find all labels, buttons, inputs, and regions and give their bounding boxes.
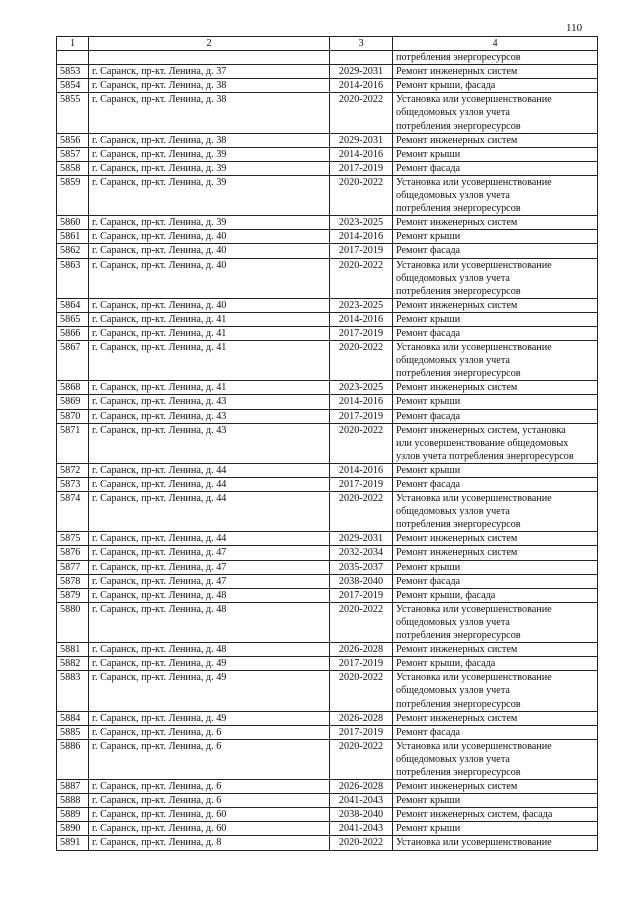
cell-address: г. Саранск, пр-кт. Ленина, д. 40 (89, 258, 330, 298)
cell-period: 2029-2031 (330, 133, 393, 147)
cell-work (393, 808, 598, 822)
cell-address: г. Саранск, пр-кт. Ленина, д. 6 (89, 780, 330, 794)
cell-period: 2020-2022 (330, 175, 393, 215)
cell-period: 2017-2019 (330, 478, 393, 492)
cell-period: 2017-2019 (330, 409, 393, 423)
cell-number: 5881 (57, 643, 89, 657)
table-row (57, 463, 598, 477)
cell-period: 2035-2037 (330, 560, 393, 574)
table-row (57, 574, 598, 588)
table-row (57, 492, 598, 532)
table-row (57, 588, 598, 602)
work-line: узлов учета потребления энергоресурсов (396, 450, 574, 462)
table-row (57, 326, 598, 340)
cell-address: г. Саранск, пр-кт. Ленина, д. 39 (89, 147, 330, 161)
table-row (57, 794, 598, 808)
cell-period: 2014-2016 (330, 395, 393, 409)
cell-number: 5872 (57, 463, 89, 477)
table-body (57, 51, 598, 850)
work-line: Ремонт фасада (396, 726, 461, 738)
cell-number: 5857 (57, 147, 89, 161)
header-col-4: 4 (393, 37, 598, 51)
table-row (57, 602, 598, 642)
cell-period: 2014-2016 (330, 230, 393, 244)
cell-address: г. Саранск, пр-кт. Ленина, д. 40 (89, 298, 330, 312)
work-line: общедомовых узлов учета (396, 685, 510, 697)
cell-period (330, 51, 393, 65)
cell-period: 2017-2019 (330, 588, 393, 602)
cell-address (89, 51, 330, 65)
cell-work (393, 560, 598, 574)
cell-work (393, 423, 598, 463)
cell-period: 2014-2016 (330, 312, 393, 326)
cell-number: 5866 (57, 326, 89, 340)
cell-address: г. Саранск, пр-кт. Ленина, д. 6 (89, 725, 330, 739)
work-line: Ремонт фасада (396, 327, 461, 339)
cell-work (393, 478, 598, 492)
table-row (57, 298, 598, 312)
work-line: потребления энергоресурсов (396, 766, 521, 778)
continuation-row (57, 51, 598, 65)
cell-address: г. Саранск, пр-кт. Ленина, д. 6 (89, 739, 330, 779)
work-line: Ремонт крыши (396, 464, 461, 476)
work-line: общедомовых узлов учета (396, 190, 510, 202)
work-line: Ремонт инженерных систем (396, 134, 518, 146)
work-line: Установка или усовершенствование (396, 94, 552, 106)
cell-work (393, 492, 598, 532)
cell-work (393, 161, 598, 175)
cell-address: г. Саранск, пр-кт. Ленина, д. 41 (89, 312, 330, 326)
work-line: потребления энергоресурсов (396, 698, 521, 710)
cell-work (393, 133, 598, 147)
work-line: Ремонт крыши (396, 823, 461, 835)
cell-number: 5882 (57, 657, 89, 671)
cell-address: г. Саранск, пр-кт. Ленина, д. 8 (89, 836, 330, 850)
cell-number: 5889 (57, 808, 89, 822)
work-line: или усовершенствование общедомовых (396, 437, 569, 449)
work-line: Ремонт фасада (396, 479, 461, 490)
cell-number: 5885 (57, 725, 89, 739)
cell-period: 2020-2022 (330, 602, 393, 642)
cell-period: 2020-2022 (330, 836, 393, 850)
work-line: Ремонт инженерных систем, фасада (396, 809, 553, 821)
cell-work (393, 463, 598, 477)
work-line: Установка или усовершенствование (396, 672, 552, 684)
cell-number: 5854 (57, 79, 89, 93)
cell-work (393, 258, 598, 298)
cell-work (393, 671, 598, 711)
cell-period: 2020-2022 (330, 93, 393, 133)
cell-number: 5890 (57, 822, 89, 836)
cell-period: 2041-2043 (330, 794, 393, 808)
cell-work (393, 588, 598, 602)
cell-number: 5873 (57, 478, 89, 492)
cell-period: 2023-2025 (330, 381, 393, 395)
work-line: Ремонт фасада (396, 245, 461, 257)
cell-period: 2029-2031 (330, 65, 393, 79)
repair-schedule-table (56, 36, 598, 851)
cell-work (393, 395, 598, 409)
cell-period: 2038-2040 (330, 574, 393, 588)
table-row (57, 175, 598, 215)
cell-period: 2017-2019 (330, 725, 393, 739)
cell-work (393, 312, 598, 326)
work-line: Ремонт крыши (396, 231, 461, 243)
table-row (57, 478, 598, 492)
cell-work (393, 602, 598, 642)
cell-address: г. Саранск, пр-кт. Ленина, д. 43 (89, 409, 330, 423)
cell-work (393, 574, 598, 588)
table-row (57, 822, 598, 836)
table-row (57, 671, 598, 711)
continuation-text: потребления энергоресурсов (396, 52, 521, 64)
cell-number: 5859 (57, 175, 89, 215)
cell-address: г. Саранск, пр-кт. Ленина, д. 47 (89, 560, 330, 574)
table-row (57, 258, 598, 298)
header-col-1: 1 (57, 37, 89, 51)
cell-address: г. Саранск, пр-кт. Ленина, д. 39 (89, 216, 330, 230)
work-line: Установка или усовершенствование (396, 603, 552, 615)
work-line: общедомовых узлов учета (396, 272, 510, 284)
work-line: потребления энергоресурсов (396, 120, 521, 132)
cell-period: 2020-2022 (330, 341, 393, 381)
work-line: Ремонт крыши (396, 795, 461, 807)
table-row (57, 725, 598, 739)
cell-address: г. Саранск, пр-кт. Ленина, д. 38 (89, 93, 330, 133)
cell-address: г. Саранск, пр-кт. Ленина, д. 43 (89, 395, 330, 409)
cell-work (393, 93, 598, 133)
table-row (57, 560, 598, 574)
cell-number: 5870 (57, 409, 89, 423)
cell-number: 5875 (57, 532, 89, 546)
cell-number (57, 51, 89, 65)
work-line: Установка или усовершенствование (396, 259, 552, 271)
cell-period: 2023-2025 (330, 298, 393, 312)
cell-period: 2020-2022 (330, 423, 393, 463)
cell-address: г. Саранск, пр-кт. Ленина, д. 60 (89, 808, 330, 822)
cell-number: 5867 (57, 341, 89, 381)
cell-number: 5858 (57, 161, 89, 175)
work-line: Ремонт инженерных систем (396, 712, 518, 724)
cell-work (393, 298, 598, 312)
cell-number: 5856 (57, 133, 89, 147)
cell-number: 5891 (57, 836, 89, 850)
cell-address: г. Саранск, пр-кт. Ленина, д. 49 (89, 671, 330, 711)
cell-work (393, 780, 598, 794)
cell-address: г. Саранск, пр-кт. Ленина, д. 41 (89, 381, 330, 395)
cell-period: 2020-2022 (330, 739, 393, 779)
work-line: потребления энергоресурсов (396, 203, 521, 215)
cell-number: 5855 (57, 93, 89, 133)
table-row (57, 230, 598, 244)
cell-number: 5880 (57, 602, 89, 642)
work-line: потребления энергоресурсов (396, 519, 521, 531)
table-row (57, 161, 598, 175)
table-row (57, 341, 598, 381)
cell-work (393, 711, 598, 725)
cell-period: 2038-2040 (330, 808, 393, 822)
cell-number: 5871 (57, 423, 89, 463)
cell-period: 2014-2016 (330, 79, 393, 93)
work-line: Установка или усовершенствование (396, 342, 552, 354)
cell-work (393, 836, 598, 850)
cell-work (393, 230, 598, 244)
cell-address: г. Саранск, пр-кт. Ленина, д. 40 (89, 244, 330, 258)
work-line: Ремонт крыши, фасада (396, 80, 496, 92)
work-line: Установка или усовершенствование (396, 740, 552, 752)
cell-work (393, 381, 598, 395)
cell-address: г. Саранск, пр-кт. Ленина, д. 60 (89, 822, 330, 836)
cell-work (393, 643, 598, 657)
cell-period: 2017-2019 (330, 326, 393, 340)
header-col-2: 2 (89, 37, 330, 51)
cell-address: г. Саранск, пр-кт. Ленина, д. 44 (89, 492, 330, 532)
table-row (57, 836, 598, 850)
cell-number: 5874 (57, 492, 89, 532)
work-line: общедомовых узлов учета (396, 355, 510, 367)
work-line: Ремонт инженерных систем, установка (396, 424, 566, 436)
work-line: Ремонт инженерных систем (396, 547, 518, 559)
header-col-3: 3 (330, 37, 393, 51)
table-row (57, 546, 598, 560)
work-line: Установка или усовершенствование (396, 176, 552, 188)
table-row (57, 133, 598, 147)
work-line: Ремонт инженерных систем (396, 66, 518, 78)
cell-work (393, 546, 598, 560)
work-line: Ремонт инженерных систем (396, 781, 518, 793)
work-line: общедомовых узлов учета (396, 107, 510, 119)
work-line: Ремонт инженерных систем (396, 217, 518, 229)
page-number: 110 (566, 22, 583, 34)
cell-period: 2017-2019 (330, 161, 393, 175)
cell-number: 5884 (57, 711, 89, 725)
cell-work (393, 175, 598, 215)
cell-work (393, 532, 598, 546)
cell-work (393, 51, 598, 65)
cell-period: 2017-2019 (330, 244, 393, 258)
cell-period: 2014-2016 (330, 147, 393, 161)
cell-number: 5879 (57, 588, 89, 602)
cell-work (393, 341, 598, 381)
cell-address: г. Саранск, пр-кт. Ленина, д. 38 (89, 79, 330, 93)
cell-number: 5883 (57, 671, 89, 711)
work-line: Ремонт инженерных систем (396, 382, 518, 394)
cell-address: г. Саранск, пр-кт. Ленина, д. 44 (89, 463, 330, 477)
cell-address: г. Саранск, пр-кт. Ленина, д. 48 (89, 602, 330, 642)
work-line: Ремонт инженерных систем (396, 299, 518, 311)
cell-number: 5862 (57, 244, 89, 258)
cell-address: г. Саранск, пр-кт. Ленина, д. 49 (89, 711, 330, 725)
cell-period: 2041-2043 (330, 822, 393, 836)
cell-period: 2032-2034 (330, 546, 393, 560)
cell-address: г. Саранск, пр-кт. Ленина, д. 41 (89, 341, 330, 381)
table-row (57, 643, 598, 657)
cell-work (393, 79, 598, 93)
cell-address: г. Саранск, пр-кт. Ленина, д. 6 (89, 794, 330, 808)
work-line: общедомовых узлов учета (396, 753, 510, 765)
work-line: Ремонт крыши, фасада (396, 658, 496, 670)
table-row (57, 739, 598, 779)
cell-number: 5888 (57, 794, 89, 808)
table-row (57, 780, 598, 794)
work-line: Ремонт фасада (396, 410, 461, 422)
cell-period: 2029-2031 (330, 532, 393, 546)
cell-period: 2020-2022 (330, 258, 393, 298)
cell-work (393, 725, 598, 739)
table-row (57, 312, 598, 326)
cell-address: г. Саранск, пр-кт. Ленина, д. 38 (89, 133, 330, 147)
cell-work (393, 409, 598, 423)
table-row (57, 409, 598, 423)
cell-work (393, 65, 598, 79)
cell-work (393, 216, 598, 230)
cell-work (393, 739, 598, 779)
cell-address: г. Саранск, пр-кт. Ленина, д. 48 (89, 643, 330, 657)
cell-period: 2020-2022 (330, 492, 393, 532)
work-line: Ремонт крыши (396, 313, 461, 325)
cell-period: 2023-2025 (330, 216, 393, 230)
cell-work (393, 326, 598, 340)
cell-work (393, 794, 598, 808)
cell-number: 5876 (57, 546, 89, 560)
cell-work (393, 244, 598, 258)
cell-number: 5853 (57, 65, 89, 79)
cell-address: г. Саранск, пр-кт. Ленина, д. 40 (89, 230, 330, 244)
work-line: Ремонт крыши (396, 148, 461, 160)
cell-number: 5878 (57, 574, 89, 588)
table-row (57, 79, 598, 93)
table-row (57, 395, 598, 409)
work-line: Ремонт крыши, фасада (396, 589, 496, 601)
cell-address: г. Саранск, пр-кт. Ленина, д. 43 (89, 423, 330, 463)
cell-address: г. Саранск, пр-кт. Ленина, д. 44 (89, 532, 330, 546)
cell-address: г. Саранск, пр-кт. Ленина, д. 39 (89, 161, 330, 175)
table-row (57, 65, 598, 79)
cell-number: 5887 (57, 780, 89, 794)
work-line: общедомовых узлов учета (396, 506, 510, 518)
work-line: общедомовых узлов учета (396, 616, 510, 628)
cell-number: 5860 (57, 216, 89, 230)
cell-period: 2026-2028 (330, 780, 393, 794)
header-row (57, 37, 598, 51)
work-line: Ремонт крыши (396, 561, 461, 573)
cell-period: 2026-2028 (330, 711, 393, 725)
cell-number: 5861 (57, 230, 89, 244)
table-row (57, 244, 598, 258)
cell-address: г. Саранск, пр-кт. Ленина, д. 44 (89, 478, 330, 492)
cell-number: 5865 (57, 312, 89, 326)
cell-number: 5868 (57, 381, 89, 395)
table-row (57, 216, 598, 230)
table-row (57, 711, 598, 725)
work-line: Ремонт инженерных систем (396, 644, 518, 656)
table-row (57, 657, 598, 671)
work-line: потребления энергоресурсов (396, 285, 521, 297)
cell-number: 5886 (57, 739, 89, 779)
work-line: Ремонт фасада (396, 575, 461, 587)
cell-work (393, 657, 598, 671)
table-row (57, 381, 598, 395)
cell-address: г. Саранск, пр-кт. Ленина, д. 49 (89, 657, 330, 671)
cell-number: 5864 (57, 298, 89, 312)
work-line: Ремонт фасада (396, 162, 461, 174)
cell-period: 2014-2016 (330, 463, 393, 477)
work-line: Ремонт инженерных систем (396, 533, 518, 545)
cell-work (393, 147, 598, 161)
work-line: Установка или усовершенствование (396, 493, 552, 505)
cell-period: 2026-2028 (330, 643, 393, 657)
cell-address: г. Саранск, пр-кт. Ленина, д. 39 (89, 175, 330, 215)
cell-period: 2017-2019 (330, 657, 393, 671)
work-line: потребления энергоресурсов (396, 368, 521, 380)
table-row (57, 532, 598, 546)
table-row (57, 93, 598, 133)
table-row (57, 147, 598, 161)
cell-period: 2020-2022 (330, 671, 393, 711)
cell-address: г. Саранск, пр-кт. Ленина, д. 48 (89, 588, 330, 602)
cell-address: г. Саранск, пр-кт. Ленина, д. 47 (89, 574, 330, 588)
cell-number: 5863 (57, 258, 89, 298)
work-line: потребления энергоресурсов (396, 630, 521, 642)
cell-address: г. Саранск, пр-кт. Ленина, д. 47 (89, 546, 330, 560)
cell-address: г. Саранск, пр-кт. Ленина, д. 37 (89, 65, 330, 79)
cell-address: г. Саранск, пр-кт. Ленина, д. 41 (89, 326, 330, 340)
work-line: Ремонт крыши (396, 396, 461, 408)
table-row (57, 808, 598, 822)
cell-number: 5877 (57, 560, 89, 574)
table-row (57, 423, 598, 463)
cell-number: 5869 (57, 395, 89, 409)
cell-work (393, 822, 598, 836)
work-line: Установка или усовершенствование (396, 837, 552, 849)
